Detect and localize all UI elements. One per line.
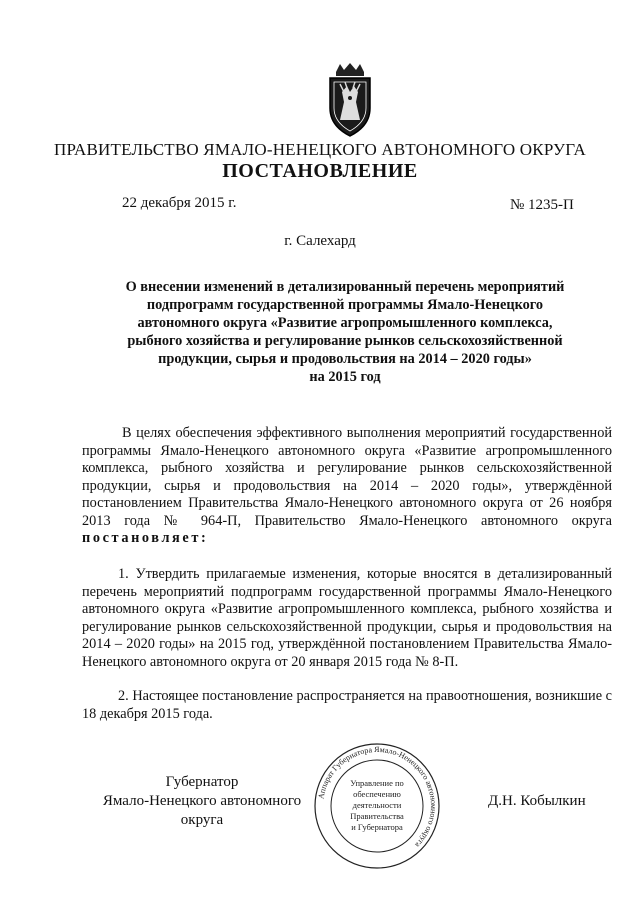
official-stamp xyxy=(312,741,442,871)
stamp-line: и Губернатора xyxy=(351,822,403,832)
title-line: рыбного хозяйства и регулирование рынков сельскохозяйственной xyxy=(127,333,563,349)
document-city: г. Салехард xyxy=(284,233,356,249)
stamp-line: деятельности xyxy=(352,800,402,810)
preamble-paragraph xyxy=(82,425,612,548)
signatory-name: Д.Н. Кобылкин xyxy=(488,793,586,809)
position-line: Губернатор xyxy=(165,774,239,790)
title-line: на 2015 год xyxy=(309,369,381,385)
coat-of-arms-icon xyxy=(322,62,378,138)
title-line: подпрограмм государственной программы Ямало-Ненецкого xyxy=(146,297,544,313)
clause-2-paragraph: 2. Настоящее постановление распространяется на правоотношения, возникшие с 18 декабря 2015 года. xyxy=(82,688,612,722)
clause-1-paragraph: 1. Утвердить прилагаемые изменения, которые вносятся в детализированный перечень мероприятий подпрограмм государственной программы Ямало-Ненецкого автономного округа «Развитие агропромышленного комплекса, рыбного хозяйства и регулирование рынков сельскохозяйственной продукции, сырья и продовольствия на 2014 – 2020 годы» на 2015 год, утверждённой постановлением Правительства Ямало-Ненецкого автономного округа от 20 января 2015 года № 8-П. xyxy=(82,566,612,670)
stamp-line: Правительства xyxy=(350,811,404,821)
document-type: ПОСТАНОВЛЕНИЕ xyxy=(222,160,418,182)
stamp-ring-text: Аппарат Губернатора Ямало-Ненецкого автономного округа xyxy=(316,744,439,850)
signatory-position xyxy=(82,773,322,830)
document-title xyxy=(100,278,590,386)
position-line: Ямало-Ненецкого автономного округа xyxy=(102,793,302,828)
stamp-line: обеспечению xyxy=(353,789,401,799)
government-title: ПРАВИТЕЛЬСТВО ЯМАЛО-НЕНЕЦКОГО АВТОНОМНОГО ОКРУГА xyxy=(54,140,586,159)
document-number: № 1235-П xyxy=(510,197,574,213)
title-line: автономного округа «Развитие агропромышленного комплекса, xyxy=(137,315,553,331)
preamble-text: В целях обеспечения эффективного выполнения мероприятий государственной программы Ямало-Ненецкого автономного округа «Развитие агропромышленного комплекса, рыбного хозяйства и регулирование рынков сельскохозяйственной продукции, сырья и продовольствия на 2014 – 2020 годы», утверждённой постановлением Правительства Ямало-Ненецкого автономного округа от 26 ноября 2013 года № 964-П, Правительство Ямало-Ненецкого автономного округа xyxy=(82,425,612,529)
title-line: продукции, сырья и продовольствия на 2014 – 2020 годы» xyxy=(158,351,532,367)
resolves-word: постановляет: xyxy=(82,530,209,546)
stamp-line: Управление по xyxy=(350,778,404,788)
title-line: О внесении изменений в детализированный перечень мероприятий xyxy=(125,279,565,295)
document-date: 22 декабря 2015 г. xyxy=(122,195,237,211)
